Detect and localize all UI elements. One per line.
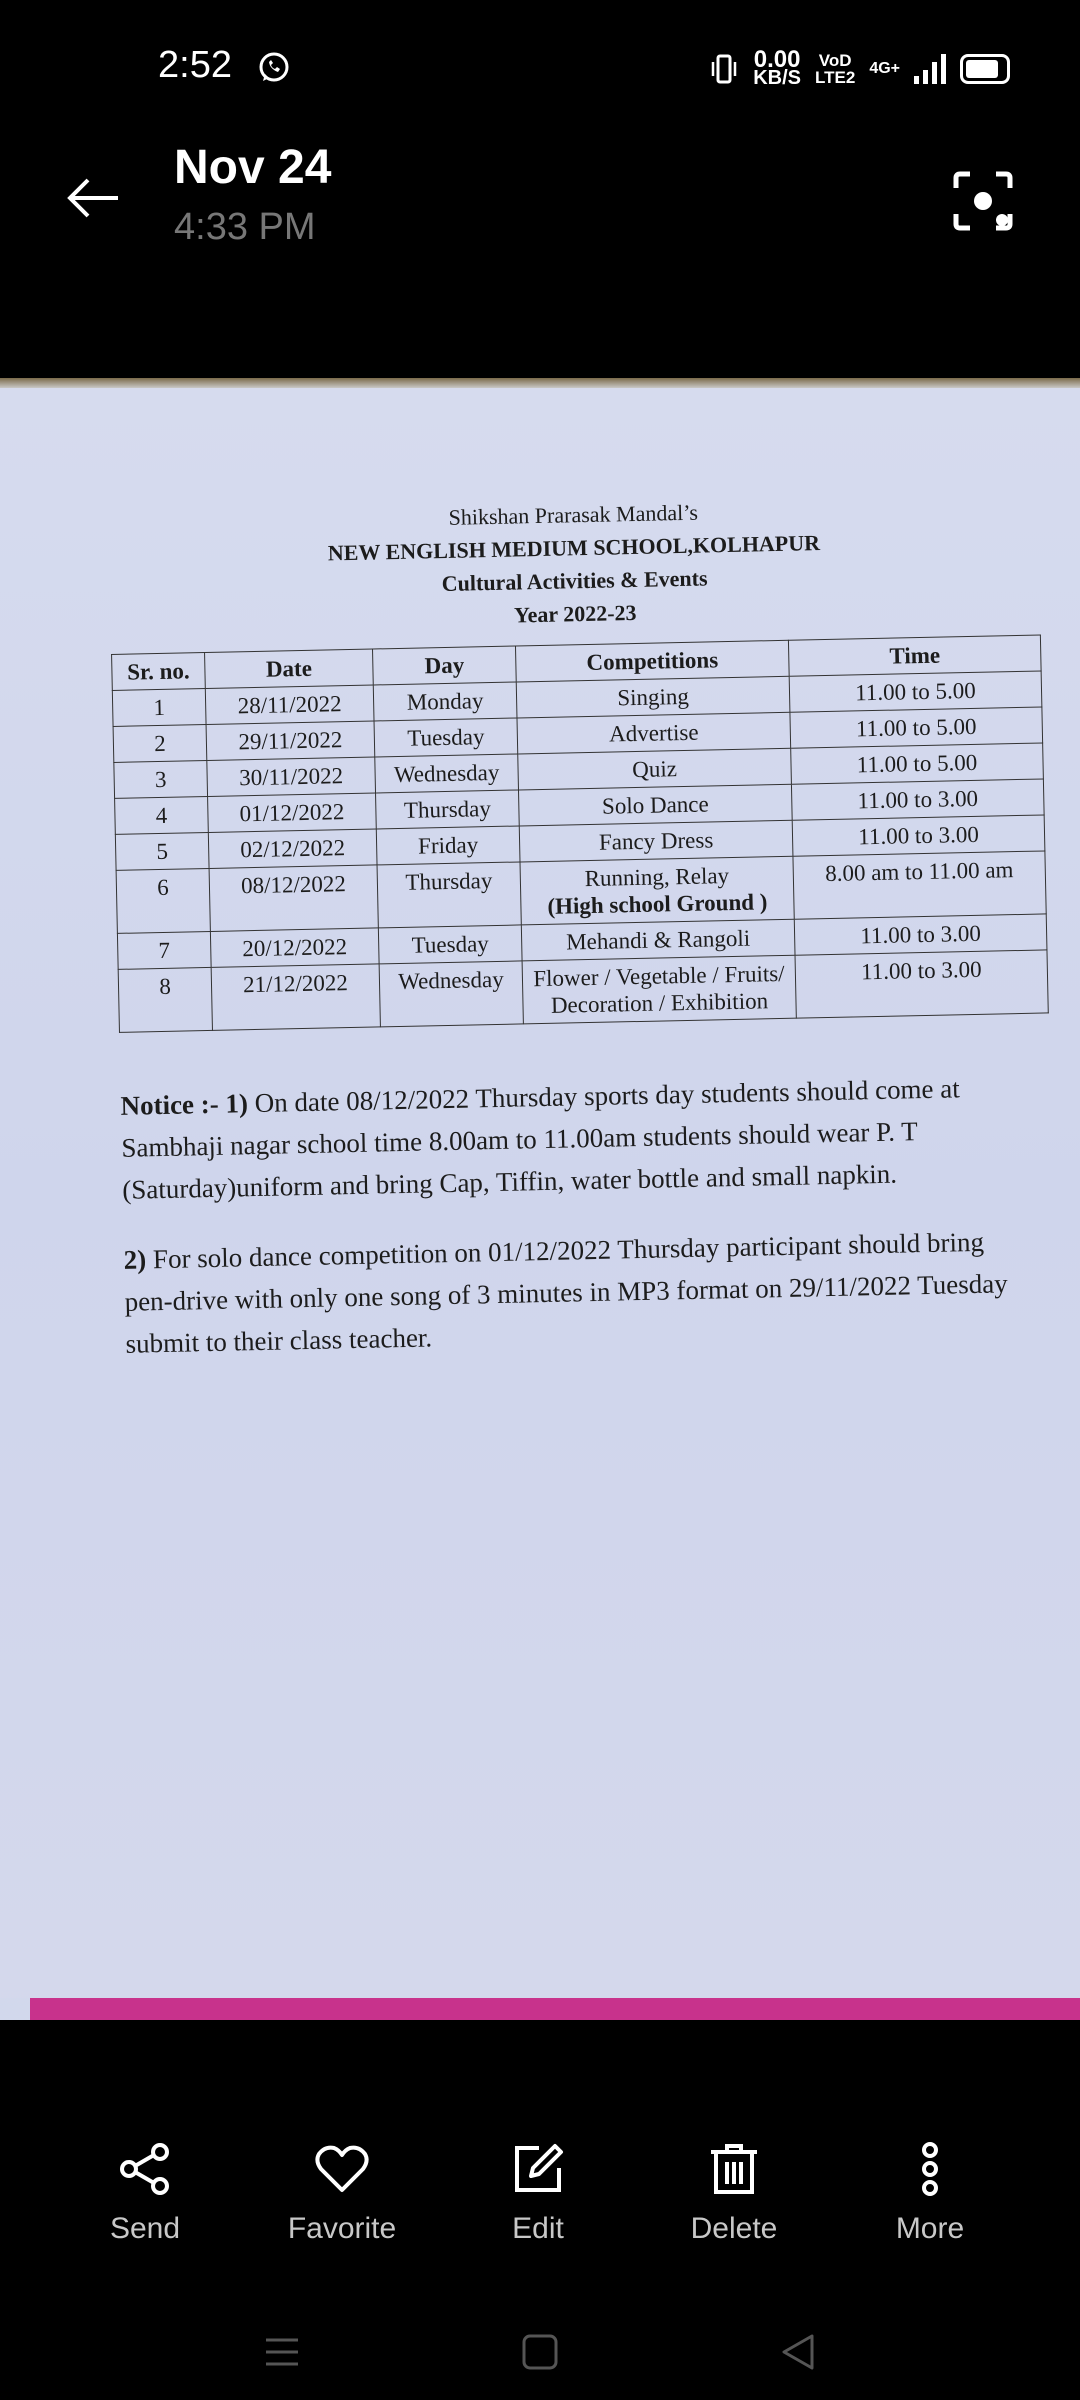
- cell-date: 21/12/2022: [211, 964, 380, 1031]
- cell-sr: 5: [115, 832, 209, 870]
- cell-day: Thursday: [377, 862, 521, 928]
- cell-day: Friday: [376, 826, 520, 865]
- edit-label: Edit: [512, 2212, 564, 2245]
- cell-time: 11.00 to 3.00: [794, 914, 1047, 955]
- favorite-button[interactable]: [252, 2140, 432, 2246]
- photo-edge: [0, 378, 1080, 388]
- cell-time: 11.00 to 3.00: [792, 815, 1045, 856]
- cell-competition: Solo Dance: [518, 784, 792, 826]
- cell-competition: Fancy Dress: [519, 820, 793, 862]
- action-toolbar: [0, 2120, 1080, 2270]
- cell-competition: Flower / Vegetable / Fruits/ Decoration / Exhibition: [522, 955, 796, 1024]
- cell-competition: Mehandi & Rangoli: [521, 919, 795, 961]
- cell-date: 28/11/2022: [205, 685, 374, 725]
- document: [108, 489, 1056, 1393]
- status-bar: [0, 0, 1080, 135]
- document-header: [108, 489, 1041, 640]
- notice-label: Notice :-: [120, 1088, 220, 1121]
- doc-subtitle: Cultural Activities & Events: [441, 565, 708, 597]
- cell-date: 08/12/2022: [209, 865, 378, 932]
- cell-competition: [520, 856, 794, 925]
- status-icons: [709, 48, 1010, 90]
- school-name: NEW ENGLISH MEDIUM SCHOOL,KOLHAPUR: [327, 530, 821, 566]
- photo-view[interactable]: [0, 378, 1080, 2020]
- network-type: 4G+: [869, 60, 900, 77]
- cell-day: Wednesday: [375, 754, 519, 793]
- cell-date: 01/12/2022: [208, 793, 377, 833]
- org-name: Shikshan Prarasak Mandal’s: [448, 499, 699, 530]
- cell-sr: 7: [117, 931, 211, 969]
- system-nav-bar: [0, 2300, 1080, 2400]
- cell-day: Monday: [373, 682, 517, 721]
- edit-button[interactable]: [448, 2140, 628, 2246]
- schedule-table: [111, 634, 1049, 1032]
- cell-time: 11.00 to 3.00: [791, 779, 1044, 820]
- cell-day: Tuesday: [378, 925, 522, 964]
- col-header: Sr. no.: [112, 653, 206, 691]
- col-header: Day: [373, 646, 517, 685]
- cell-time: 11.00 to 5.00: [789, 671, 1042, 712]
- cell-competition: Singing: [516, 676, 790, 718]
- cell-date: 20/12/2022: [210, 928, 379, 968]
- more-button[interactable]: [840, 2140, 1020, 2246]
- more-label: More: [895, 2212, 965, 2245]
- send-label: Send: [109, 2212, 181, 2245]
- cell-day: Wednesday: [379, 961, 523, 1027]
- delete-label: Delete: [690, 2212, 778, 2245]
- signal-icon: [914, 54, 946, 84]
- col-header: Time: [788, 635, 1041, 676]
- send-button[interactable]: [55, 2140, 235, 2246]
- home-icon[interactable]: [518, 2330, 562, 2374]
- lens-icon[interactable]: [950, 168, 1016, 234]
- notice-1-num: 1): [225, 1088, 249, 1119]
- cell-sr: 1: [112, 689, 206, 727]
- cell-competition: Advertise: [517, 712, 791, 754]
- favorite-label: Favorite: [287, 2212, 397, 2245]
- notice-section: [120, 1066, 1026, 1365]
- cell-competition: Quiz: [518, 748, 792, 790]
- cell-date: 29/11/2022: [206, 721, 375, 761]
- share-icon: [116, 2140, 174, 2198]
- notice-1: [120, 1066, 1022, 1211]
- competition-note: (High school Ground ): [547, 889, 768, 919]
- photo-time: 4:33 PM: [174, 206, 316, 248]
- more-dots-icon: [901, 2140, 959, 2198]
- cell-time: 11.00 to 5.00: [790, 707, 1043, 748]
- battery-icon: [960, 54, 1010, 84]
- cell-date: 30/11/2022: [207, 757, 376, 797]
- cell-sr: 4: [115, 796, 209, 834]
- competition-name: Running, Relay: [584, 863, 730, 892]
- document-paper: [0, 388, 1080, 1998]
- cell-sr: 2: [113, 724, 207, 762]
- cell-day: Tuesday: [374, 718, 518, 757]
- cell-time: 11.00 to 5.00: [791, 743, 1044, 784]
- heart-icon: [313, 2140, 371, 2198]
- photo-edge: [30, 1998, 1080, 2020]
- net-speed: 0.00 KB/S: [753, 46, 801, 89]
- photo-date: Nov 24: [174, 141, 332, 194]
- notice-2-num: 2): [123, 1244, 147, 1275]
- cell-sr: 3: [114, 760, 208, 798]
- vibrate-icon: [709, 52, 739, 86]
- col-header: Competitions: [515, 640, 789, 682]
- delete-button[interactable]: [644, 2140, 824, 2246]
- whatsapp-icon: [256, 50, 292, 86]
- cell-day: Thursday: [376, 790, 520, 829]
- trash-icon: [705, 2140, 763, 2198]
- volte-indicator: VoD LTE2: [815, 51, 856, 87]
- back-triangle-icon[interactable]: [776, 2330, 820, 2374]
- cell-sr: 6: [116, 868, 210, 933]
- status-time: 2:52: [158, 44, 232, 86]
- notice-2: [123, 1220, 1025, 1365]
- edit-icon: [509, 2140, 567, 2198]
- back-arrow-icon[interactable]: [64, 168, 124, 228]
- notice-1-text: On date 08/12/2022 Thursday sports day students should come at Sambhaji nagar school time 8.00am to 11.00am students should wear P. T (Saturday)uniform and bring Cap, Tiffin, water bottle and small napkin.: [121, 1073, 961, 1205]
- cell-time: 8.00 am to 11.00 am: [793, 851, 1046, 919]
- doc-year: Year 2022-23: [513, 599, 637, 628]
- cell-sr: 8: [118, 967, 212, 1032]
- cell-date: 02/12/2022: [208, 829, 377, 869]
- cell-time: 11.00 to 3.00: [795, 950, 1048, 1018]
- col-header: Date: [205, 649, 374, 689]
- recents-icon[interactable]: [260, 2330, 304, 2374]
- notice-2-text: For solo dance competition on 01/12/2022 Thursday participant should bring pen-drive with only one song of 3 minutes in MP3 format on 29/11/2022 Tuesday submit to their class teacher.: [124, 1226, 1008, 1359]
